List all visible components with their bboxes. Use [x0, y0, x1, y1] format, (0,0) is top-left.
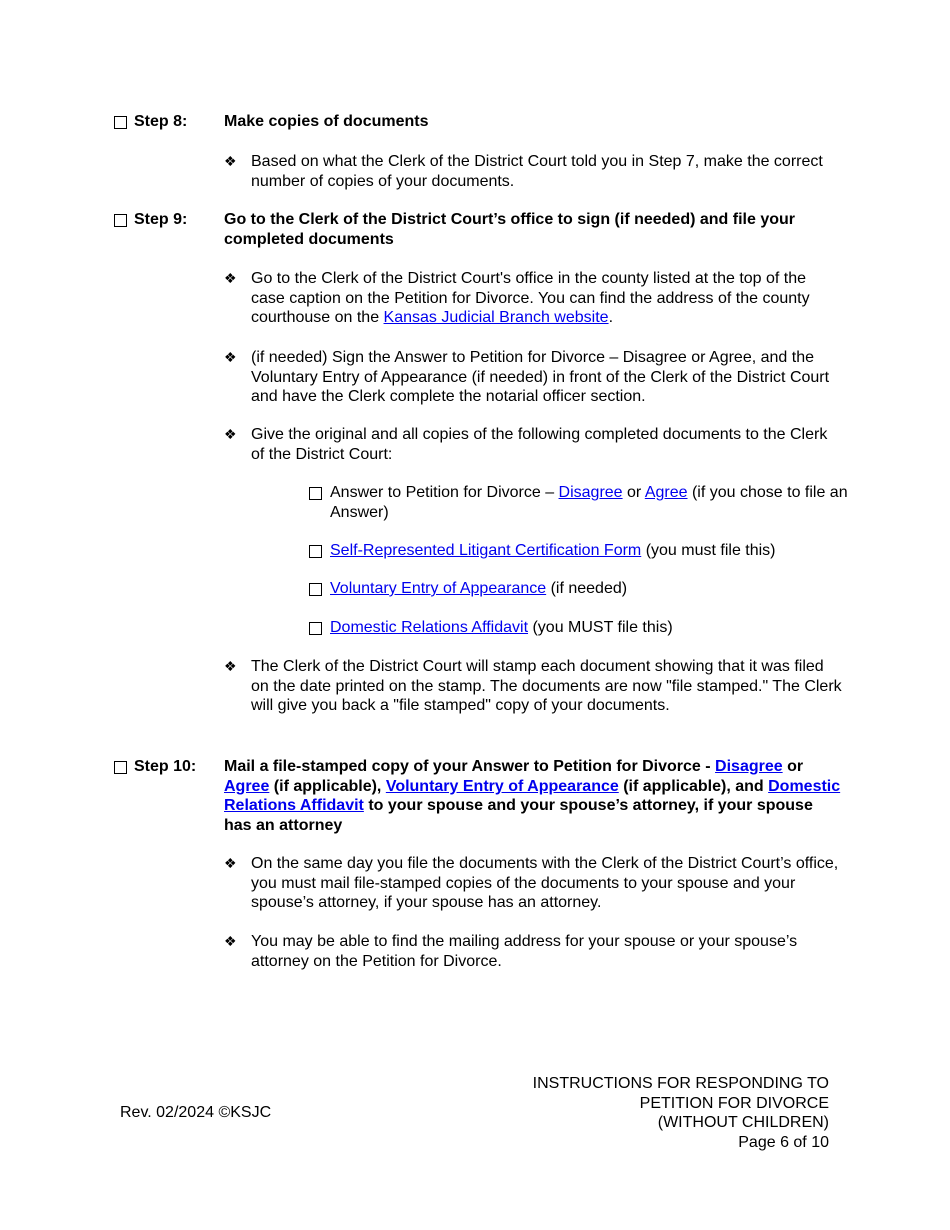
footer-document-title [533, 1074, 829, 1152]
domestic-relations-affidavit-link[interactable]: Domestic Relations Affidavit [224, 777, 841, 815]
footer-title-line-3: (WITHOUT CHILDREN) [657, 1114, 829, 1132]
checklist-item-certification [330, 541, 850, 561]
revision-note: Rev. 02/2024 ©KSJC [120, 1104, 272, 1121]
step-9-bullet-1 [251, 269, 843, 328]
checklist-item-answer-end: (if you chose to file an Answer) [330, 484, 848, 521]
certification-checkbox[interactable] [309, 545, 322, 558]
if-applicable-and-text: (if applicable), and [618, 777, 769, 795]
disagree-link[interactable]: Disagree [715, 758, 783, 775]
step-10-title-text: Mail a file-stamped copy of your Answer to Petition for Divorce - [224, 758, 716, 775]
step-8-bullet-1: Based on what the Clerk of the District Court told you in Step 7, make the correct number of copies of your documents. [251, 153, 823, 190]
step-9-bullet-1-text: Go to the Clerk of the District Court's office in the county listed at the top of the case caption on the Petition for Divorce. You can find the address of the county courthouse on the [251, 270, 810, 327]
checklist-item-affidavit-end: (you MUST file this) [528, 619, 673, 636]
step-9-bullet-3: Give the original and all copies of the following completed documents to the Clerk of the District Court: [251, 426, 828, 463]
step-10-title [224, 757, 844, 835]
footer-title-line-1: INSTRUCTIONS FOR RESPONDING TO [532, 1075, 829, 1092]
domestic-relations-affidavit-link[interactable]: Domestic Relations Affidavit [330, 619, 529, 636]
checklist-item-entry-end: (if needed) [546, 580, 628, 597]
checklist-item-certification-end: (you must file this) [641, 542, 776, 559]
checklist-item-affidavit [330, 618, 850, 638]
step-9-label: Step 9: [134, 211, 188, 228]
page-number: Page 6 of 10 [738, 1133, 829, 1151]
entry-of-appearance-link[interactable]: Voluntary Entry of Appearance [330, 580, 547, 597]
step-10-title-end: to your spouse and your spouse’s attorney, if your spouse has an attorney [224, 797, 813, 834]
step-10-bullet-1: On the same day you file the documents with the Clerk of the District Court’s office, you must mail file-stamped copies of the documents to your spouse and your spouse’s attorney, if your spouse has an attorney. [251, 855, 839, 912]
bullet-icon: ❖ [224, 349, 237, 365]
or-text: or [782, 758, 804, 775]
checklist-item-answer [330, 483, 850, 522]
certification-form-link[interactable]: Self-Represented Litigant Certification Form [330, 542, 642, 559]
entry-of-appearance-link[interactable]: Voluntary Entry of Appearance [385, 777, 619, 795]
step-9-bullet-1-end: . [608, 309, 614, 327]
agree-link[interactable]: Agree [224, 777, 270, 795]
step-10-checkbox[interactable] [114, 761, 127, 774]
bullet-icon: ❖ [224, 270, 237, 286]
footer-title-line-2: PETITION FOR DIVORCE [639, 1094, 829, 1112]
if-applicable-text: (if applicable), [269, 777, 386, 795]
disagree-link[interactable]: Disagree [558, 484, 623, 501]
step-9-title: Go to the Clerk of the District Court’s office to sign (if needed) and file your completed documents [224, 211, 795, 248]
step-10-bullet-2: You may be able to find the mailing address for your spouse or your spouse’s attorney on the Petition for Divorce. [251, 933, 798, 970]
checklist-item-answer-text: Answer to Petition for Divorce – [330, 484, 559, 501]
kansas-judicial-branch-link[interactable]: Kansas Judicial Branch website [383, 309, 609, 327]
or-text: or [622, 484, 645, 501]
checklist-item-entry-of-appearance [330, 579, 850, 599]
bullet-icon: ❖ [224, 933, 237, 949]
answer-checkbox[interactable] [309, 487, 322, 500]
entry-of-appearance-checkbox[interactable] [309, 583, 322, 596]
step-9-checkbox[interactable] [114, 214, 127, 227]
step-10-label: Step 10: [134, 758, 197, 775]
bullet-icon: ❖ [224, 426, 237, 442]
step-9-bullet-2: (if needed) Sign the Answer to Petition for Divorce – Disagree or Agree, and the Voluntary Entry of Appearance (if needed) in front of the Clerk of the District Court and have the Clerk complete the notarial officer section. [251, 349, 830, 406]
step-8-label: Step 8: [134, 113, 188, 130]
step-9-bullet-4: The Clerk of the District Court will stamp each document showing that it was filed on the date printed on the stamp. The documents are now "file stamped." The Clerk will give you back a "file stamped" copy of your documents. [251, 658, 842, 715]
bullet-icon: ❖ [224, 658, 237, 674]
bullet-icon: ❖ [224, 153, 237, 169]
bullet-icon: ❖ [224, 855, 237, 871]
step-8-title: Make copies of documents [224, 113, 429, 130]
affidavit-checkbox[interactable] [309, 622, 322, 635]
agree-link[interactable]: Agree [644, 484, 688, 501]
step-8-checkbox[interactable] [114, 116, 127, 129]
